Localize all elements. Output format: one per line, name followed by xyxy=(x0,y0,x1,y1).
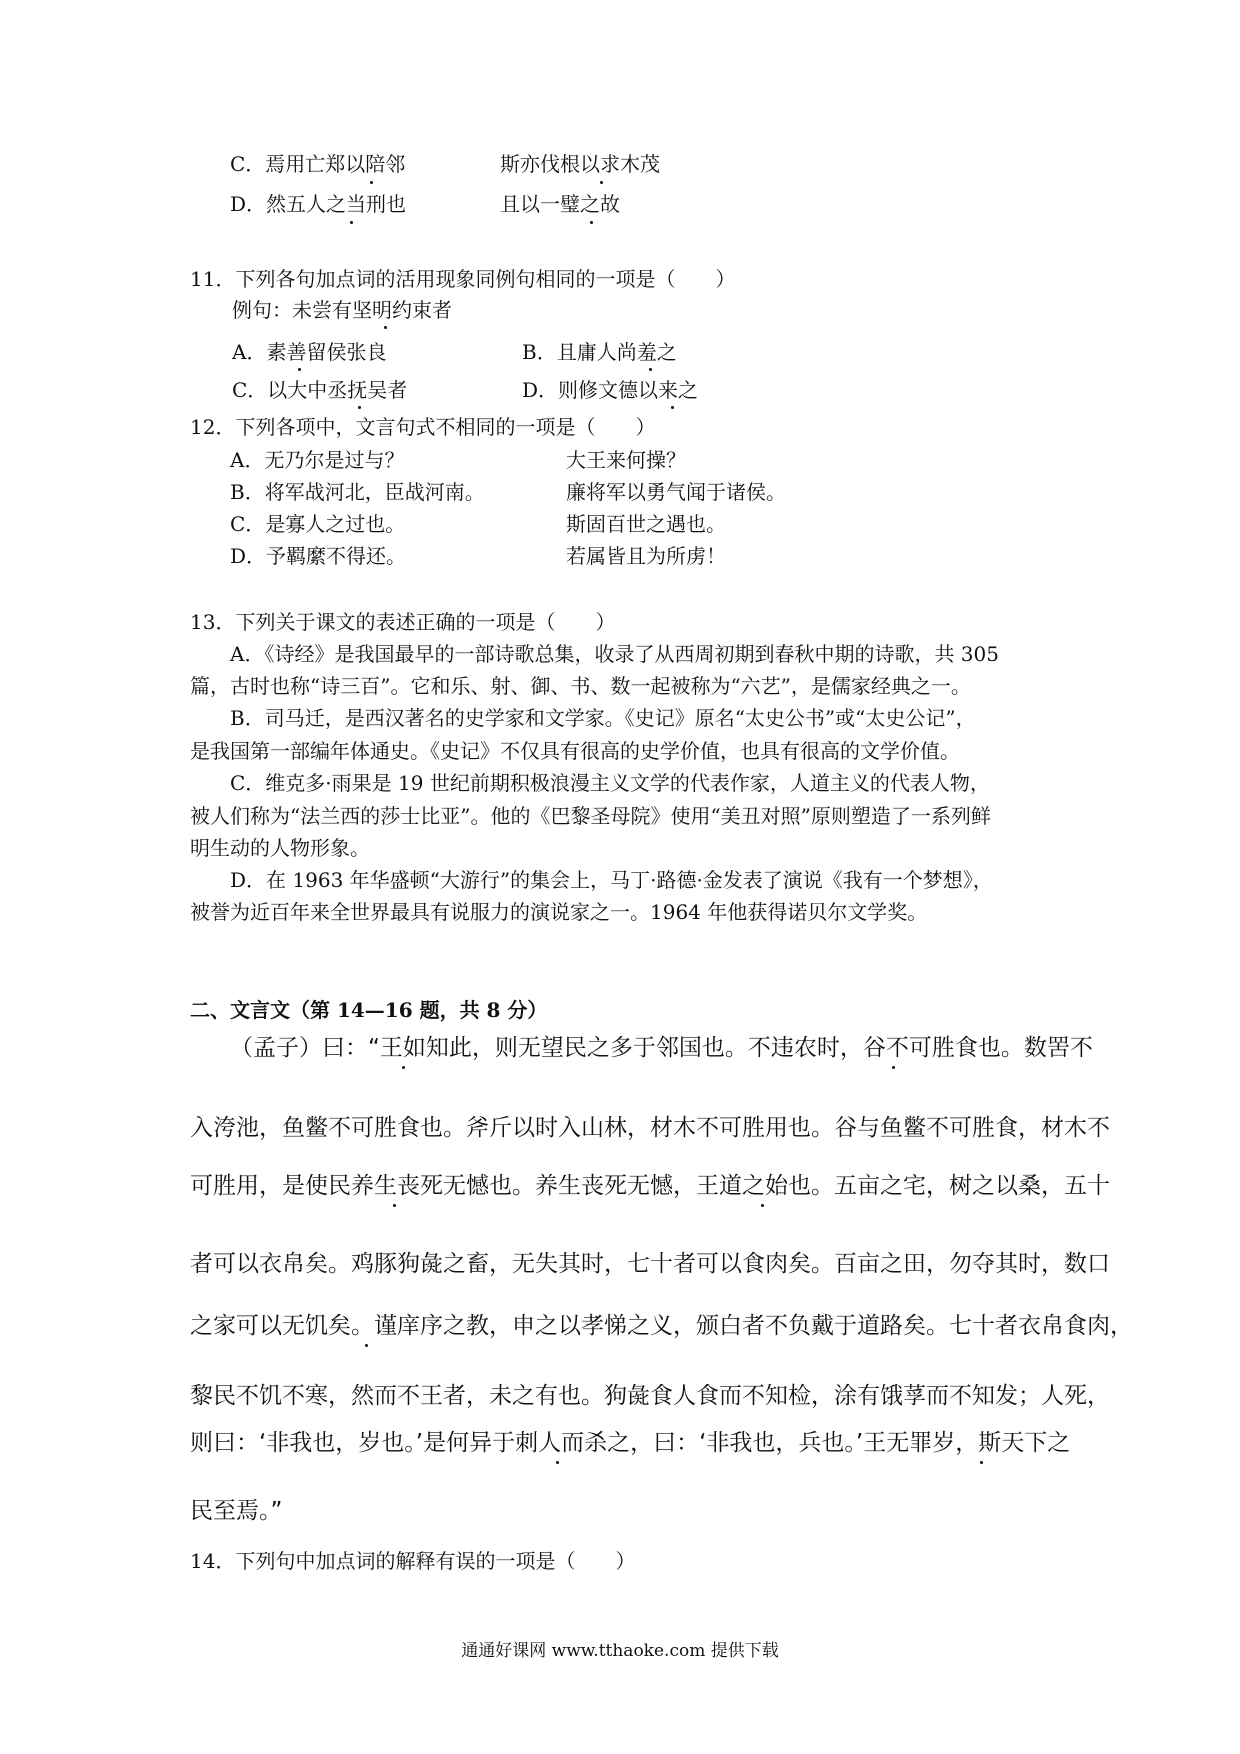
q13-line: A．《诗经》是我国最早的一部诗歌总集，收录了从西周初期到春秋中期的诗歌，共 305 xyxy=(230,642,999,666)
q14-stem: 14．下列句中加点词的解释有误的一项是（ ） xyxy=(190,1549,636,1573)
emphasis-dot xyxy=(365,1344,368,1347)
q11-example: 例句：未尝有坚明约束者 xyxy=(232,298,452,322)
emphasis-dot xyxy=(393,1204,396,1207)
q12-b-right: 廉将军以勇气闻于诸侯。 xyxy=(566,480,786,504)
q13-stem: 13．下列关于课文的表述正确的一项是（ ） xyxy=(190,610,616,634)
q11-stem: 11．下列各句加点词的活用现象同例句相同的一项是（ ） xyxy=(190,267,736,291)
passage-line: 黎民不饥不寒，然而不王者，未之有也。狗彘食人食而不知检，涂有饿莩而不知发；人死， xyxy=(190,1383,1110,1409)
q10-option-d: D．然五人之当刑也 xyxy=(230,192,407,216)
q10-option-d-right: 且以一璧之故 xyxy=(500,192,620,216)
q12-stem: 12．下列各项中，文言句式不相同的一项是（ ） xyxy=(190,415,656,439)
passage-line: 之家可以无饥矣。谨庠序之教，申之以孝悌之义，颁白者不负戴于道路矣。七十者衣帛食肉， xyxy=(190,1313,1133,1339)
emphasis-dot xyxy=(892,1066,895,1069)
emphasis-dot xyxy=(761,1204,764,1207)
emphasis-dot xyxy=(384,326,387,329)
emphasis-dot xyxy=(649,368,652,371)
q11-option-c: C．以大中丞抚吴者 xyxy=(232,378,408,402)
q11-option-b: B．且庸人尚羞之 xyxy=(522,340,677,364)
q10-option-c: C．焉用亡郑以陪邻 xyxy=(230,152,406,176)
emphasis-dot xyxy=(980,1461,983,1464)
emphasis-dot xyxy=(600,181,603,184)
q12-c-right: 斯固百世之遇也。 xyxy=(566,512,726,536)
q12-c-left: C．是寡人之过也。 xyxy=(230,512,406,536)
section-heading: 二、文言文（第 14—16 题，共 8 分） xyxy=(190,998,548,1022)
q12-a-right: 大王来何操？ xyxy=(566,448,686,472)
q13-line: 篇，古时也称“诗三百”。它和乐、射、御、书、数一起被称为“六艺”，是儒家经典之一。 xyxy=(190,674,971,698)
q13-line: D．在 1963 年华盛顿“大游行”的集会上，马丁·路德·金发表了演说《我有一个梦想》， xyxy=(230,868,993,892)
passage-line: 入洿池，鱼鳖不可胜食也。斧斤以时入山林，材木不可胜用也。谷与鱼鳖不可胜食，材木不 xyxy=(190,1115,1110,1141)
q12-b-left: B．将军战河北，臣战河南。 xyxy=(230,480,485,504)
emphasis-dot xyxy=(671,406,674,409)
passage-line: 可胜用，是使民养生丧死无憾也。养生丧死无憾，王道之始也。五亩之宅，树之以桑，五十 xyxy=(190,1173,1110,1199)
q13-line: 明生动的人物形象。 xyxy=(190,836,370,860)
emphasis-dot xyxy=(350,221,353,224)
emphasis-dot xyxy=(358,406,361,409)
q12-d-right: 若属皆且为所虏！ xyxy=(566,544,726,568)
passage-line: 民至焉。” xyxy=(190,1498,283,1524)
emphasis-dot xyxy=(556,1461,559,1464)
q10-option-c-right: 斯亦伐根以求木茂 xyxy=(500,152,660,176)
q12-a-left: A．无乃尔是过与？ xyxy=(230,448,405,472)
emphasis-dot xyxy=(298,368,301,371)
emphasis-dot xyxy=(402,1066,405,1069)
q11-option-a: A．素善留侯张良 xyxy=(232,340,387,364)
passage-line: 则曰：‘非我也，岁也。’是何异于刺人而杀之，曰：‘非我也，兵也。’王无罪岁，斯天下之 xyxy=(190,1430,1071,1456)
q13-line: B．司马迁，是西汉著名的史学家和文学家。《史记》原名“太史公书”或“太史公记”， xyxy=(230,706,976,730)
q11-option-d: D．则修文德以来之 xyxy=(522,378,699,402)
q13-line: 被誉为近百年来全世界最具有说服力的演说家之一。1964 年他获得诺贝尔文学奖。 xyxy=(190,900,928,924)
passage-line: （孟子）曰：“王如知此，则无望民之多于邻国也。不违农时，谷不可胜食也。数罟不 xyxy=(230,1035,1093,1061)
passage-line: 者可以衣帛矣。鸡豚狗彘之畜，无失其时，七十者可以食肉矣。百亩之田，勿夺其时，数口 xyxy=(190,1251,1110,1277)
q13-line: C．维克多·雨果是 19 世纪前期积极浪漫主义文学的代表作家，人道主义的代表人物， xyxy=(230,771,990,795)
emphasis-dot xyxy=(590,221,593,224)
emphasis-dot xyxy=(370,181,373,184)
q13-line: 被人们称为“法兰西的莎士比亚”。他的《巴黎圣母院》使用“美丑对照”原则塑造了一系列鲜 xyxy=(190,804,991,828)
q13-line: 是我国第一部编年体通史。《史记》不仅具有很高的史学价值，也具有很高的文学价值。 xyxy=(190,739,960,763)
footer-text: 通通好课网 www.tthaoke.com 提供下载 xyxy=(461,1641,779,1661)
q12-d-left: D．予羁縻不得还。 xyxy=(230,544,407,568)
